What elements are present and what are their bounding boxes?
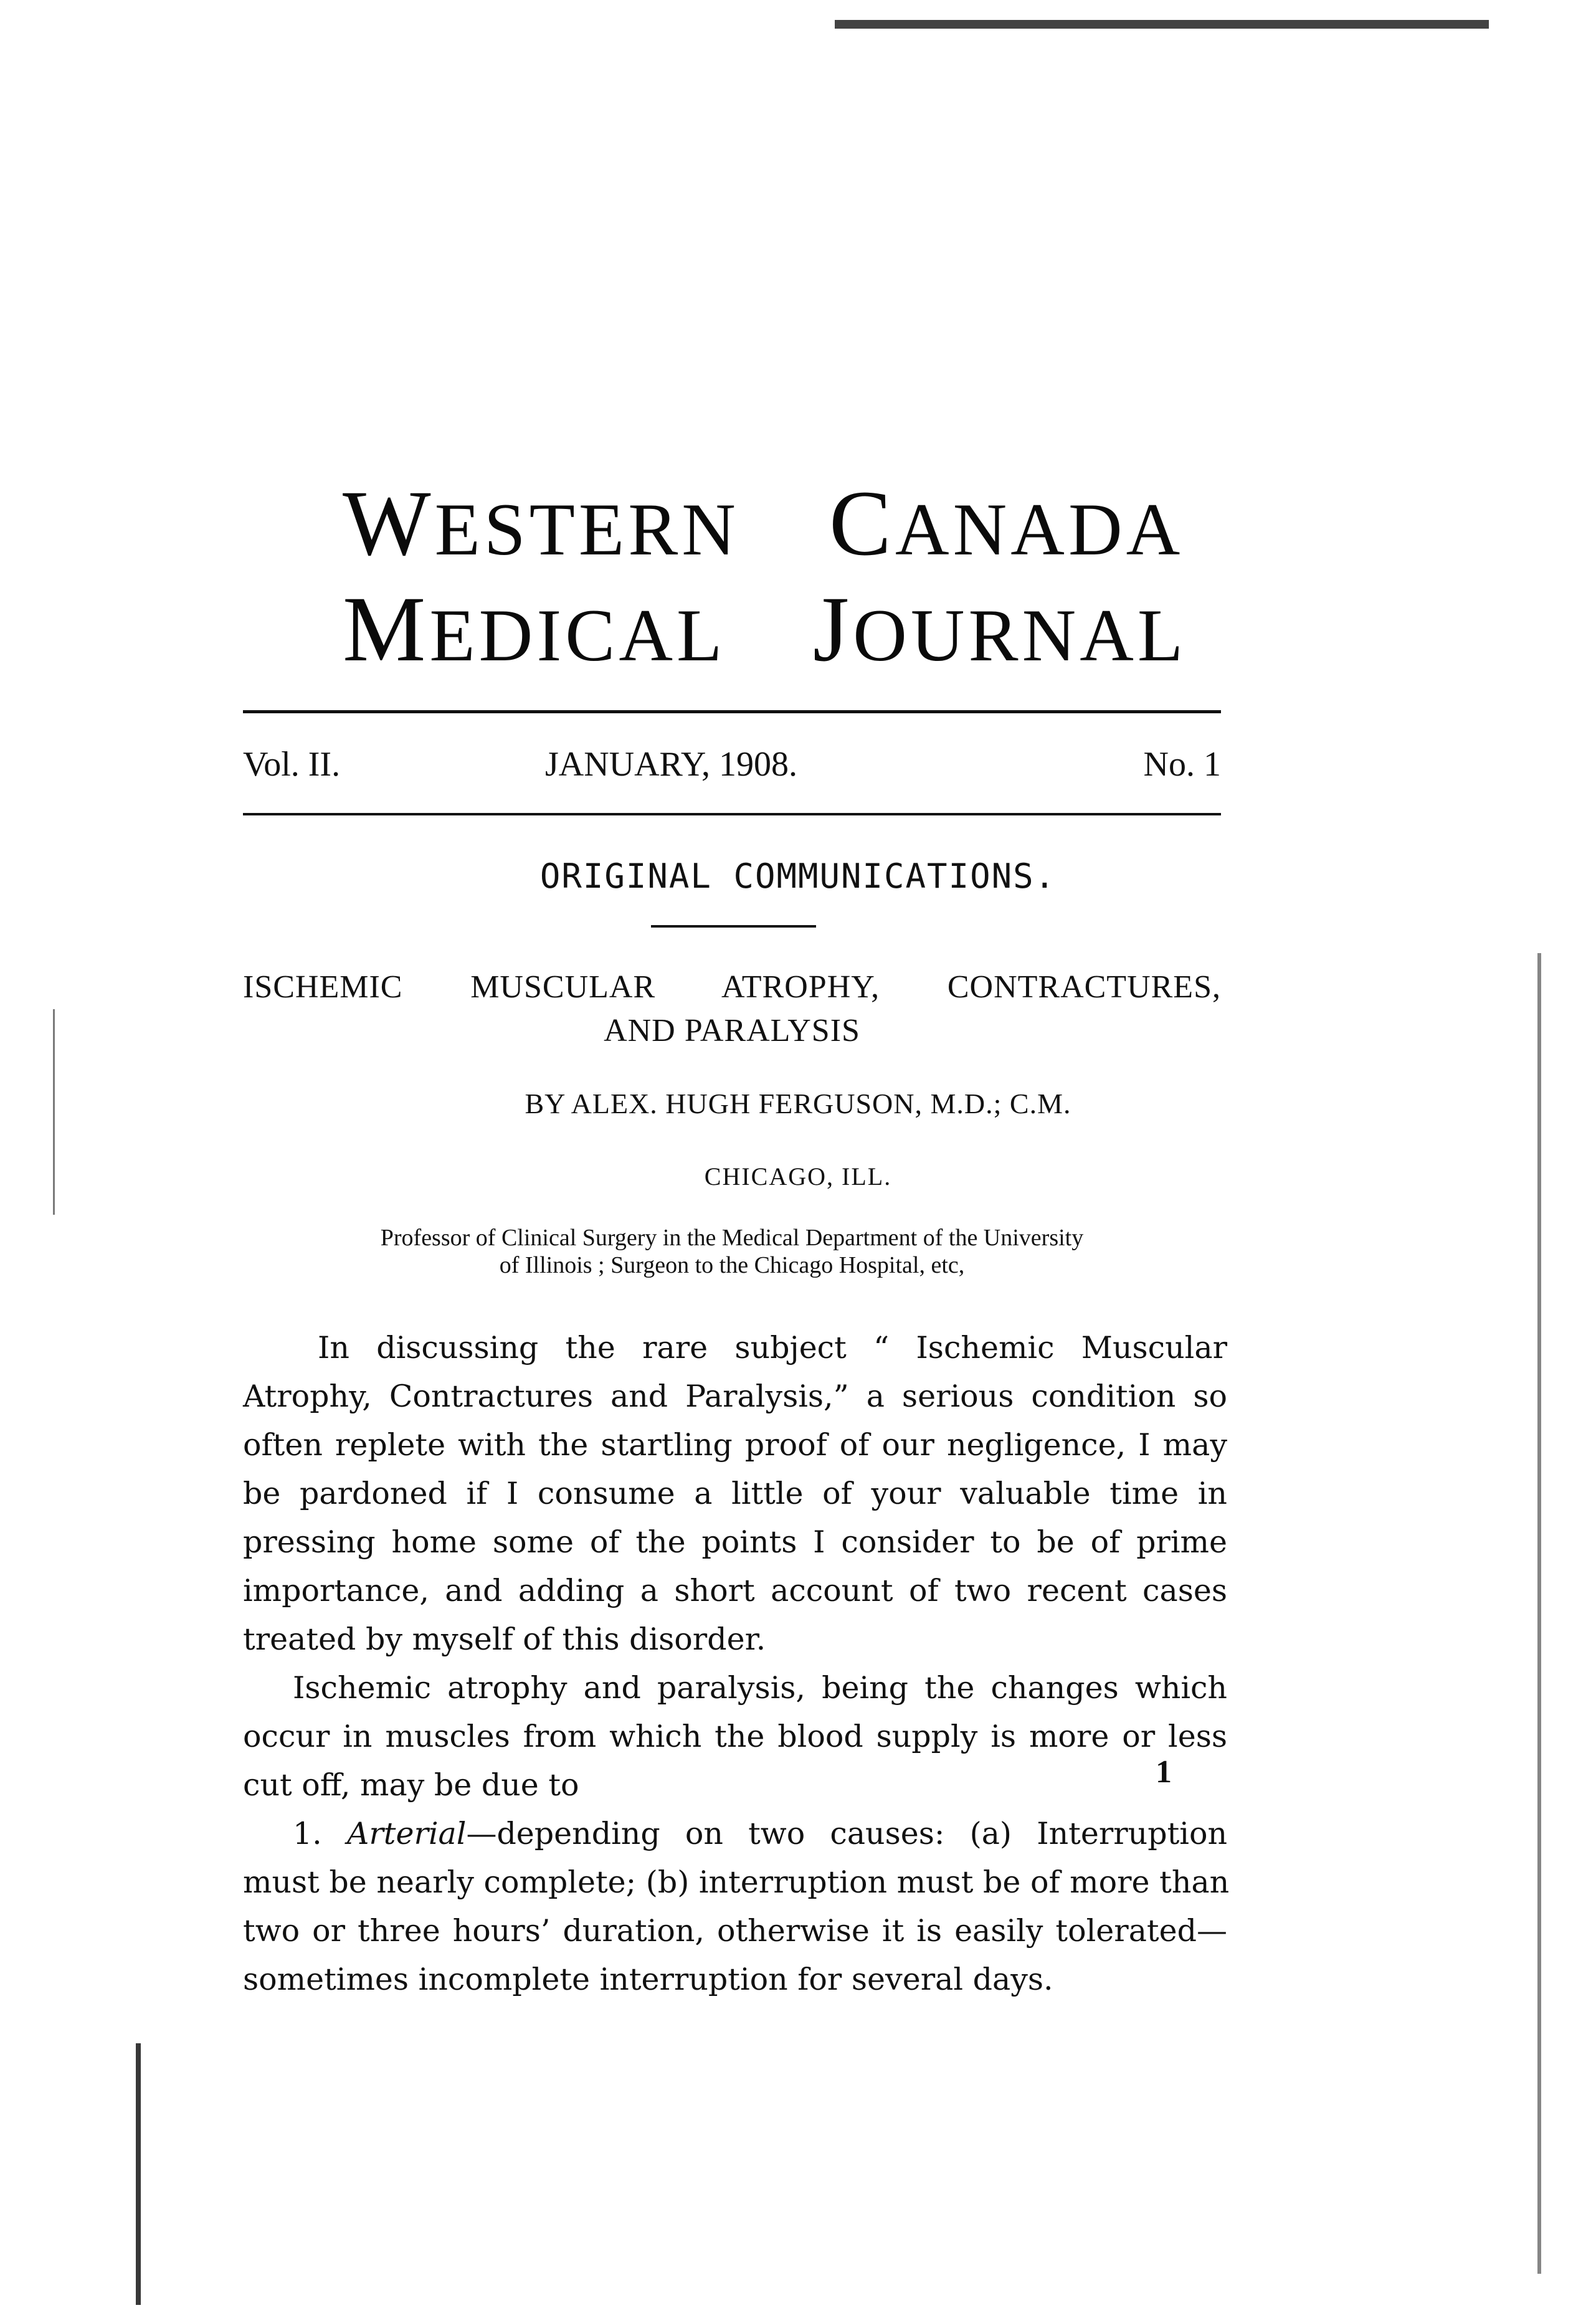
- paragraph1-line: pressing home some of the points I consider to be of prime: [243, 1524, 1227, 1560]
- author-location: CHICAGO, ILL.: [704, 1162, 892, 1190]
- issue-info: [243, 744, 1221, 788]
- section-heading: ORIGINAL COMMUNICATIONS.: [539, 857, 1057, 896]
- section-divider: [651, 925, 816, 928]
- list-item-1-line: [243, 1810, 1227, 1858]
- list-item-1-line: sometimes incomplete interruption for several days.: [243, 1962, 1053, 1997]
- masthead-rule-bottom: [243, 813, 1221, 815]
- paragraph2-line: occur in muscles from which the blood supply is more or less: [243, 1719, 1227, 1754]
- author-affiliation: [243, 1224, 1221, 1279]
- title-word: OURNAL: [853, 594, 1187, 677]
- paragraph2-line: cut off, may be due to: [243, 1767, 579, 1803]
- title-initial: W: [343, 472, 435, 575]
- scan-streak-right: [1537, 953, 1541, 2274]
- scan-streak-top: [835, 20, 1489, 29]
- title-word: ANADA: [895, 488, 1184, 571]
- article-title-line2: AND PARALYSIS: [604, 1013, 860, 1048]
- journal-title-line1: [343, 472, 1184, 575]
- list-item-number: 1.: [293, 1816, 322, 1851]
- article-title: [243, 966, 1221, 1053]
- paragraph1-line: In discussing the rare subject “ Ischemic Muscular: [318, 1330, 1227, 1366]
- journal-title-line2: [343, 577, 1187, 681]
- title-initial: J: [812, 577, 853, 681]
- article-byline: BY ALEX. HUGH FERGUSON, M.D.; C.M.: [525, 1088, 1071, 1119]
- article-title-line1: ISCHEMIC MUSCULAR ATROPHY, CONTRACTURES,: [243, 969, 1221, 1005]
- paragraph1-line: treated by myself of this disorder.: [243, 1622, 766, 1657]
- title-word: EDICAL: [429, 594, 723, 677]
- issue-number: No. 1: [1143, 745, 1221, 784]
- paragraph1-line: be pardoned if I consume a little of your valuable time in: [243, 1476, 1227, 1511]
- scan-streak-left: [136, 2043, 141, 2305]
- issue-date: JANUARY, 1908.: [545, 745, 798, 784]
- list-item-text: —depending on two causes: (a) Interruption: [466, 1816, 1228, 1851]
- paragraph1-line: often replete with the startling proof of our negligence, I may: [243, 1427, 1227, 1463]
- list-item-term: Arterial: [346, 1816, 467, 1851]
- article-body: [243, 1324, 1230, 2004]
- list-item-1-line: two or three hours’ duration, otherwise it is easily tolerated—: [243, 1913, 1227, 1949]
- list-item-1-line: must be nearly complete; (b) interruption must be of more than: [243, 1864, 1230, 1900]
- volume: Vol. II.: [243, 745, 341, 784]
- paragraph1-line: importance, and adding a short account of two recent cases: [243, 1573, 1227, 1608]
- title-word: ESTERN: [434, 488, 739, 571]
- paragraph1-line: Atrophy, Contractures and Paralysis,” a serious condition so: [243, 1379, 1227, 1414]
- title-initial: C: [829, 472, 895, 575]
- masthead-rule-top: [243, 710, 1221, 713]
- affiliation-line1: Professor of Clinical Surgery in the Medical Department of the University: [380, 1225, 1084, 1251]
- page-number: 1: [1156, 1754, 1172, 1790]
- affiliation-line2: of Illinois ; Surgeon to the Chicago Hospital, etc,: [499, 1252, 965, 1278]
- title-initial: M: [343, 577, 430, 681]
- paragraph2-line: Ischemic atrophy and paralysis, being the changes which: [293, 1670, 1227, 1706]
